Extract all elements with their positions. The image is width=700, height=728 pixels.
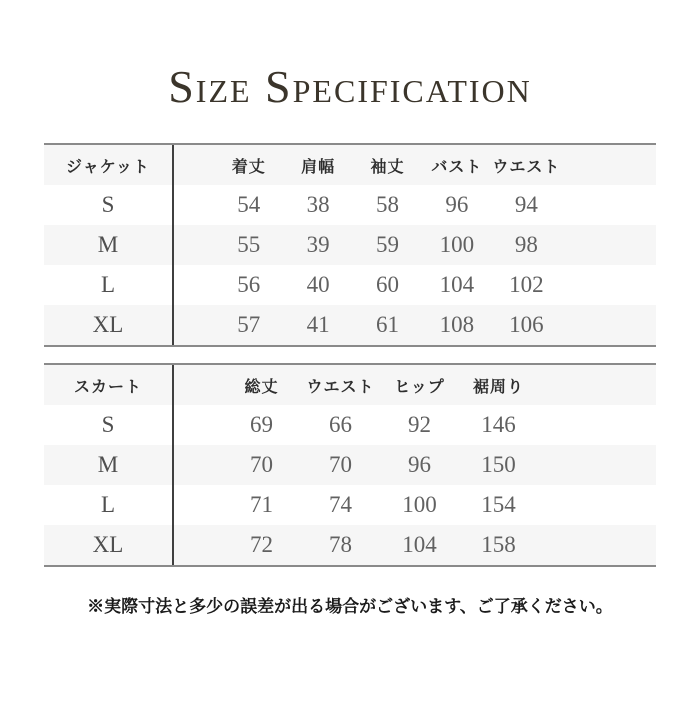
- table-row-skirt-s: [44, 405, 656, 445]
- table-header-row-jacket: [44, 145, 656, 185]
- size-tables-container: [0, 143, 700, 567]
- disclaimer-note: ※実際寸法と多少の誤差が出る場合がございます、ご了承ください。: [87, 597, 613, 616]
- measurement-value: 66: [329, 412, 352, 437]
- measurement-value: 154: [481, 492, 516, 517]
- column-header-cells: [174, 145, 656, 185]
- size-label: M: [44, 225, 174, 265]
- measurement-value: 100: [402, 492, 437, 517]
- measurement-value: 55: [237, 232, 261, 257]
- column-header: 袖丈: [370, 158, 405, 176]
- measurement-cells: [174, 305, 656, 345]
- measurement-value: 59: [376, 232, 400, 257]
- column-header: 裾周り: [472, 378, 524, 396]
- table-row-jacket-l: [44, 265, 656, 305]
- column-header: ヒップ: [394, 378, 445, 396]
- table-title-cell: スカート: [44, 365, 174, 405]
- measurement-value: 71: [250, 492, 273, 517]
- measurement-value: 56: [237, 272, 261, 297]
- measurement-cells: [174, 525, 656, 565]
- column-header: 肩幅: [301, 158, 336, 176]
- measurement-value: 69: [250, 412, 273, 437]
- table-header-row-skirt: [44, 365, 656, 405]
- measurement-cells: [174, 185, 656, 225]
- measurement-value: 102: [509, 272, 544, 297]
- column-header-cells: [174, 365, 656, 405]
- measurement-value: 60: [376, 272, 400, 297]
- size-label: S: [44, 185, 174, 225]
- measurement-value: 100: [439, 232, 475, 257]
- measurement-value: 106: [509, 312, 544, 337]
- measurement-value: 40: [306, 272, 330, 297]
- table-row-skirt-l: [44, 485, 656, 525]
- measurement-cells: [174, 265, 656, 305]
- size-label: XL: [44, 525, 174, 565]
- measurement-value: 58: [376, 192, 400, 217]
- measurement-value: 70: [250, 452, 273, 477]
- measurement-value: 78: [329, 532, 352, 557]
- measurement-value: 74: [329, 492, 352, 517]
- measurement-value: 158: [481, 532, 516, 557]
- column-header: バスト: [431, 158, 483, 176]
- size-table-jacket: [44, 143, 656, 347]
- table-row-jacket-m: [44, 225, 656, 265]
- size-table-skirt: [44, 363, 656, 567]
- measurement-cells: [174, 485, 656, 525]
- page-title: Size Specification: [168, 61, 532, 112]
- table-row-skirt-m: [44, 445, 656, 485]
- measurement-value: 146: [481, 412, 516, 437]
- table-row-jacket-s: [44, 185, 656, 225]
- size-label: L: [44, 265, 174, 305]
- size-label: L: [44, 485, 174, 525]
- measurement-cells: [174, 405, 656, 445]
- measurement-value: 72: [250, 532, 273, 557]
- measurement-value: 41: [306, 312, 330, 337]
- column-header: 着丈: [231, 158, 266, 176]
- measurement-value: 57: [237, 312, 261, 337]
- measurement-value: 70: [329, 452, 352, 477]
- measurement-value: 38: [306, 192, 330, 217]
- size-label: XL: [44, 305, 174, 345]
- measurement-value: 108: [439, 312, 475, 337]
- measurement-value: 96: [408, 452, 431, 477]
- table-title-cell: ジャケット: [44, 145, 174, 185]
- measurement-value: 54: [237, 192, 261, 217]
- measurement-value: 104: [439, 272, 475, 297]
- measurement-value: 96: [445, 192, 469, 217]
- size-label: S: [44, 405, 174, 445]
- measurement-cells: [174, 225, 656, 265]
- measurement-value: 39: [306, 232, 330, 257]
- table-row-skirt-xl: [44, 525, 656, 565]
- size-label: M: [44, 445, 174, 485]
- measurement-value: 104: [402, 532, 437, 557]
- table-row-jacket-xl: [44, 305, 656, 345]
- measurement-value: 150: [481, 452, 516, 477]
- measurement-value: 94: [514, 192, 538, 217]
- measurement-value: 98: [514, 232, 538, 257]
- column-header: 総丈: [244, 378, 279, 396]
- measurement-value: 92: [408, 412, 431, 437]
- measurement-cells: [174, 445, 656, 485]
- column-header: ウエスト: [492, 158, 561, 176]
- measurement-value: 61: [376, 312, 400, 337]
- column-header: ウエスト: [306, 378, 375, 396]
